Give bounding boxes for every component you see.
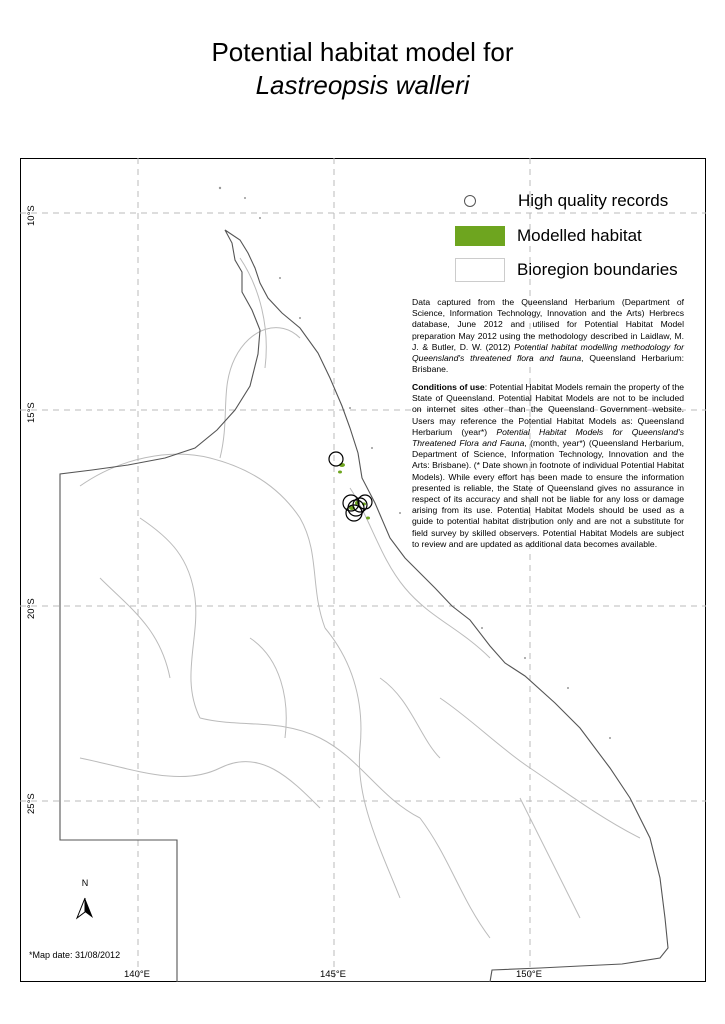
conditions-italic: Potential Habitat Models for Queensland's Threatened Flora and Fauna xyxy=(412,426,684,449)
bioregion-swatch-icon xyxy=(455,258,505,282)
lon-label-145: 145°E xyxy=(320,969,346,980)
map-date: *Map date: 31/08/2012 xyxy=(29,950,121,960)
conditions-heading: Conditions of use xyxy=(412,382,485,392)
lat-label-20: 20°S xyxy=(26,598,37,619)
data-source-italic: Potential habitat modelling methodology for Queensland's threatened flora and fauna xyxy=(412,341,684,364)
title-line1: Potential habitat model for xyxy=(211,37,514,67)
map-title xyxy=(0,36,725,102)
record-symbol-icon xyxy=(464,195,476,207)
habitat-swatch-icon xyxy=(455,226,505,246)
lat-label-10: 10°S xyxy=(26,205,37,226)
legend-records-label: High quality records xyxy=(518,191,669,210)
conditions-text-b: , (month, year*) (Queensland Herbarium, Department of Science, Information Technology, Innovation and the Arts: Brisbane). (* Date shown in footnote of individual Potential Habitat Models). While every effort has been made to ensure the information presented is reliable, the State of Queensland gives no assurance in respect of its accuracy and shall not be liable for any loss or damage arising from its use. Potential Habitat Models should be used as a guide to potential habitat distribution only and are not a substitute for field survey by skilled observers. Potential Habitat Models are subject to review and are updated as additional data becomes available. xyxy=(412,438,684,549)
data-source-text: Data captured from the Queensland Herbarium (Department of Science, Information Technology, Innovation and the Arts) Herbrecs database, June 2012 and utilised for Potential Habitat Model preparation May 2012 using the methodology described in Laidlaw, M. J. & Butler, D. W. (2012) xyxy=(412,297,684,352)
conditions-text-a: : Potential Habitat Models remain the property of the State of Queensland. Potential Habitat Models are not to be included on internet sites other than the Queensland Government website. Users may reference the Potential Habitat Models as: Queensland Herbarium (year*) xyxy=(412,382,684,437)
lon-label-150: 150°E xyxy=(516,969,542,980)
data-source-note xyxy=(412,297,684,375)
legend-records xyxy=(455,191,668,211)
record-point xyxy=(329,452,343,466)
legend-bioregions xyxy=(455,258,678,282)
title-species: Lastreopsis walleri xyxy=(255,70,470,100)
lat-label-15: 15°S xyxy=(26,402,37,423)
north-text: N xyxy=(81,878,89,888)
legend-habitat xyxy=(455,226,642,246)
lat-label-25: 25°S xyxy=(26,793,37,814)
data-source-end: , Queensland Herbarium: Brisbane. xyxy=(412,353,684,375)
legend-habitat-label: Modelled habitat xyxy=(517,226,642,245)
conditions-note xyxy=(412,382,684,550)
north-label xyxy=(75,873,95,891)
record-points xyxy=(329,452,372,521)
record-point xyxy=(358,495,372,509)
north-arrow-icon xyxy=(77,898,93,918)
lon-label-140: 140°E xyxy=(124,969,150,980)
legend-bioregions-label: Bioregion boundaries xyxy=(517,260,678,279)
